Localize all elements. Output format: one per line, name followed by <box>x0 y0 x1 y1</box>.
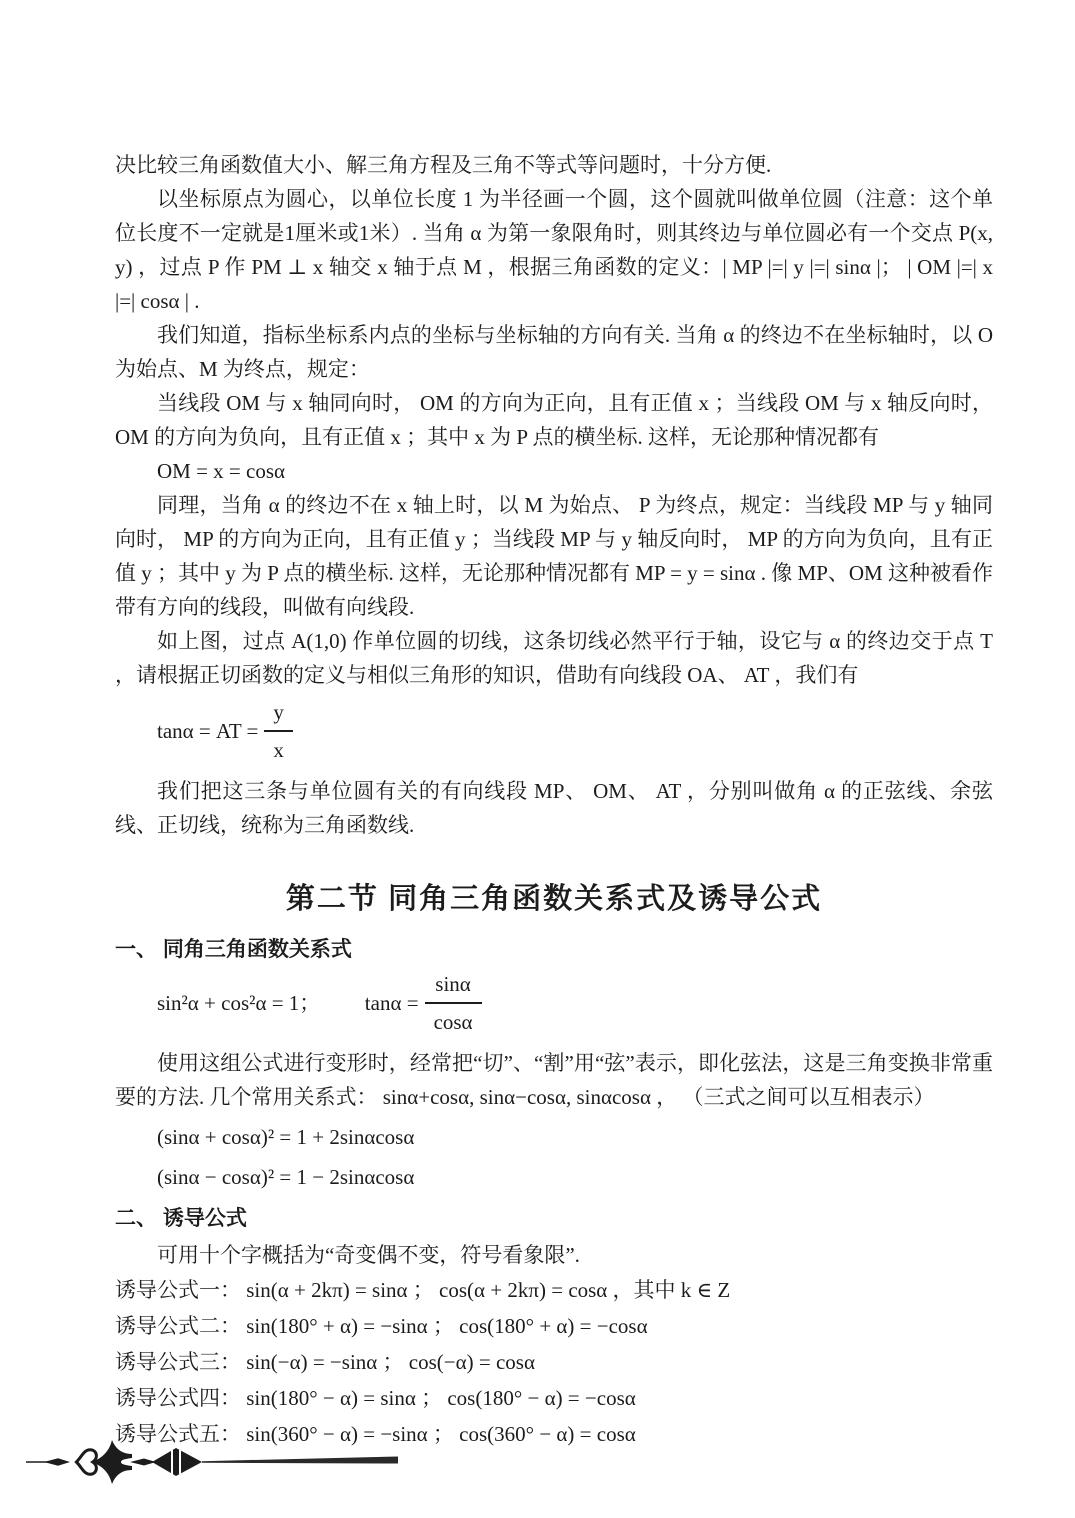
paragraph-mnemonic: 可用十个字概括为“奇变偶不变，符号看象限”. <box>157 1243 580 1267</box>
formula-tan-fraction <box>157 697 993 769</box>
fraction-numerator: y <box>264 697 293 732</box>
formula-square-minus: (sinα − cosα)² = 1 − 2sinαcosα <box>157 1165 415 1189</box>
formula-identity-part2: tanα = <box>364 990 419 1015</box>
fraction-denominator: cosα <box>433 1010 473 1034</box>
fraction <box>425 969 482 1037</box>
heading-same-angle-relations: 一、 同角三角函数关系式 <box>115 938 352 961</box>
paragraph-continuation: 决比较三角函数值大小、解三角方程及三角不等式等问题时，十分方便. <box>115 153 772 177</box>
induction-formula-3: 诱导公式三： sin(−α) = −sinα ； cos(−α) = cosα <box>115 1350 535 1374</box>
paragraph-mp-segment: 同理，当角 α 的终边不在 x 轴上时，以 M 为始点、 P 为终点，规定：当线段 MP 与 y 轴同向时， MP 的方向为正向，且有正值 y ；当线段 MP 与 y 轴反向时， MP 的方向为负向，且有正值 y ；其中 y 为 P 点的横坐标. 这样，无论那种情况都有 MP = y = sinα . 像 MP、OM 这种被看作带有方向的线段，叫做有向线段. <box>115 493 993 619</box>
fraction-denominator: x <box>273 738 284 762</box>
formula-identity <box>157 969 993 1041</box>
induction-formula-list <box>115 1273 993 1452</box>
section-title: 第二节 同角三角函数关系式及诱导公式 <box>285 883 823 915</box>
paragraph-trig-function-lines: 我们把这三条与单位圆有关的有向线段 MP、 OM、 AT ，分别叫做角 α 的正弦线、余弦线、正切线，统称为三角函数线. <box>115 779 993 837</box>
formula-identity-part1: sin²α + cos²α = 1； <box>157 990 321 1015</box>
paragraph-om-segment: 当线段 OM 与 x 轴同向时， OM 的方向为正向，且有正值 x ；当线段 OM 与 x 轴反向时， OM 的方向为负向，且有正值 x ；其中 x 为 P 点的横坐标. 这样，无论那种情况都有 <box>115 391 993 449</box>
page-content <box>115 148 993 1453</box>
footer-ornament-divider-icon <box>26 1438 406 1486</box>
paragraph-unit-circle: 以坐标原点为圆心，以单位长度 1 为半径画一个圆，这个圆就叫做单位圆（注意：这个单位长度不一定就是1厘米或1米）. 当角 α 为第一象限角时，则其终边与单位圆必有一个交点 P(x, y) ，过点 P 作 PM ⊥ x 轴交 x 轴于点 M ，根据三角函数的定义：| MP |=| y |=| sinα |； | OM |=| x |=| cosα | . <box>115 187 993 313</box>
induction-formula-4: 诱导公式四： sin(180° − α) = sinα ； cos(180° − α) = −cosα <box>115 1386 636 1410</box>
formula-om-cos: OM = x = cosα <box>157 459 286 483</box>
induction-formula-1: 诱导公式一： sin(α + 2kπ) = sinα ； cos(α + 2kπ) = cosα ，其中 k ∈ Z <box>115 1278 731 1302</box>
formula-tan-prefix: tanα = AT = <box>157 718 259 743</box>
paragraph-coordinate-direction: 我们知道，指标坐标系内点的坐标与坐标轴的方向有关. 当角 α 的终边不在坐标轴时，以 O 为始点、M 为终点，规定： <box>115 323 993 381</box>
fraction-numerator: sinα <box>425 969 482 1004</box>
fraction <box>264 697 293 765</box>
paragraph-tangent-line: 如上图，过点 A(1,0) 作单位圆的切线，这条切线必然平行于轴，设它与 α 的终边交于点 T ，请根据正切函数的定义与相似三角形的知识，借助有向线段 OA、 AT ，我们有 <box>115 629 993 687</box>
induction-formula-2: 诱导公式二： sin(180° + α) = −sinα ； cos(180° + α) = −cosα <box>115 1314 648 1338</box>
induction-formula-5: 诱导公式五： sin(360° − α) = −sinα ； cos(360° − α) = cosα <box>115 1422 636 1446</box>
formula-square-plus: (sinα + cosα)² = 1 + 2sinαcosα <box>157 1125 415 1149</box>
heading-induction-formulas: 二、 诱导公式 <box>115 1207 247 1230</box>
paragraph-usage-note: 使用这组公式进行变形时，经常把“切”、“割”用“弦”表示，即化弦法，这是三角变换非常重要的方法. 几个常用关系式： sinα+cosα, sinα−cosα, sinαcosα ， （三式之间可以互相表示） <box>115 1051 993 1109</box>
